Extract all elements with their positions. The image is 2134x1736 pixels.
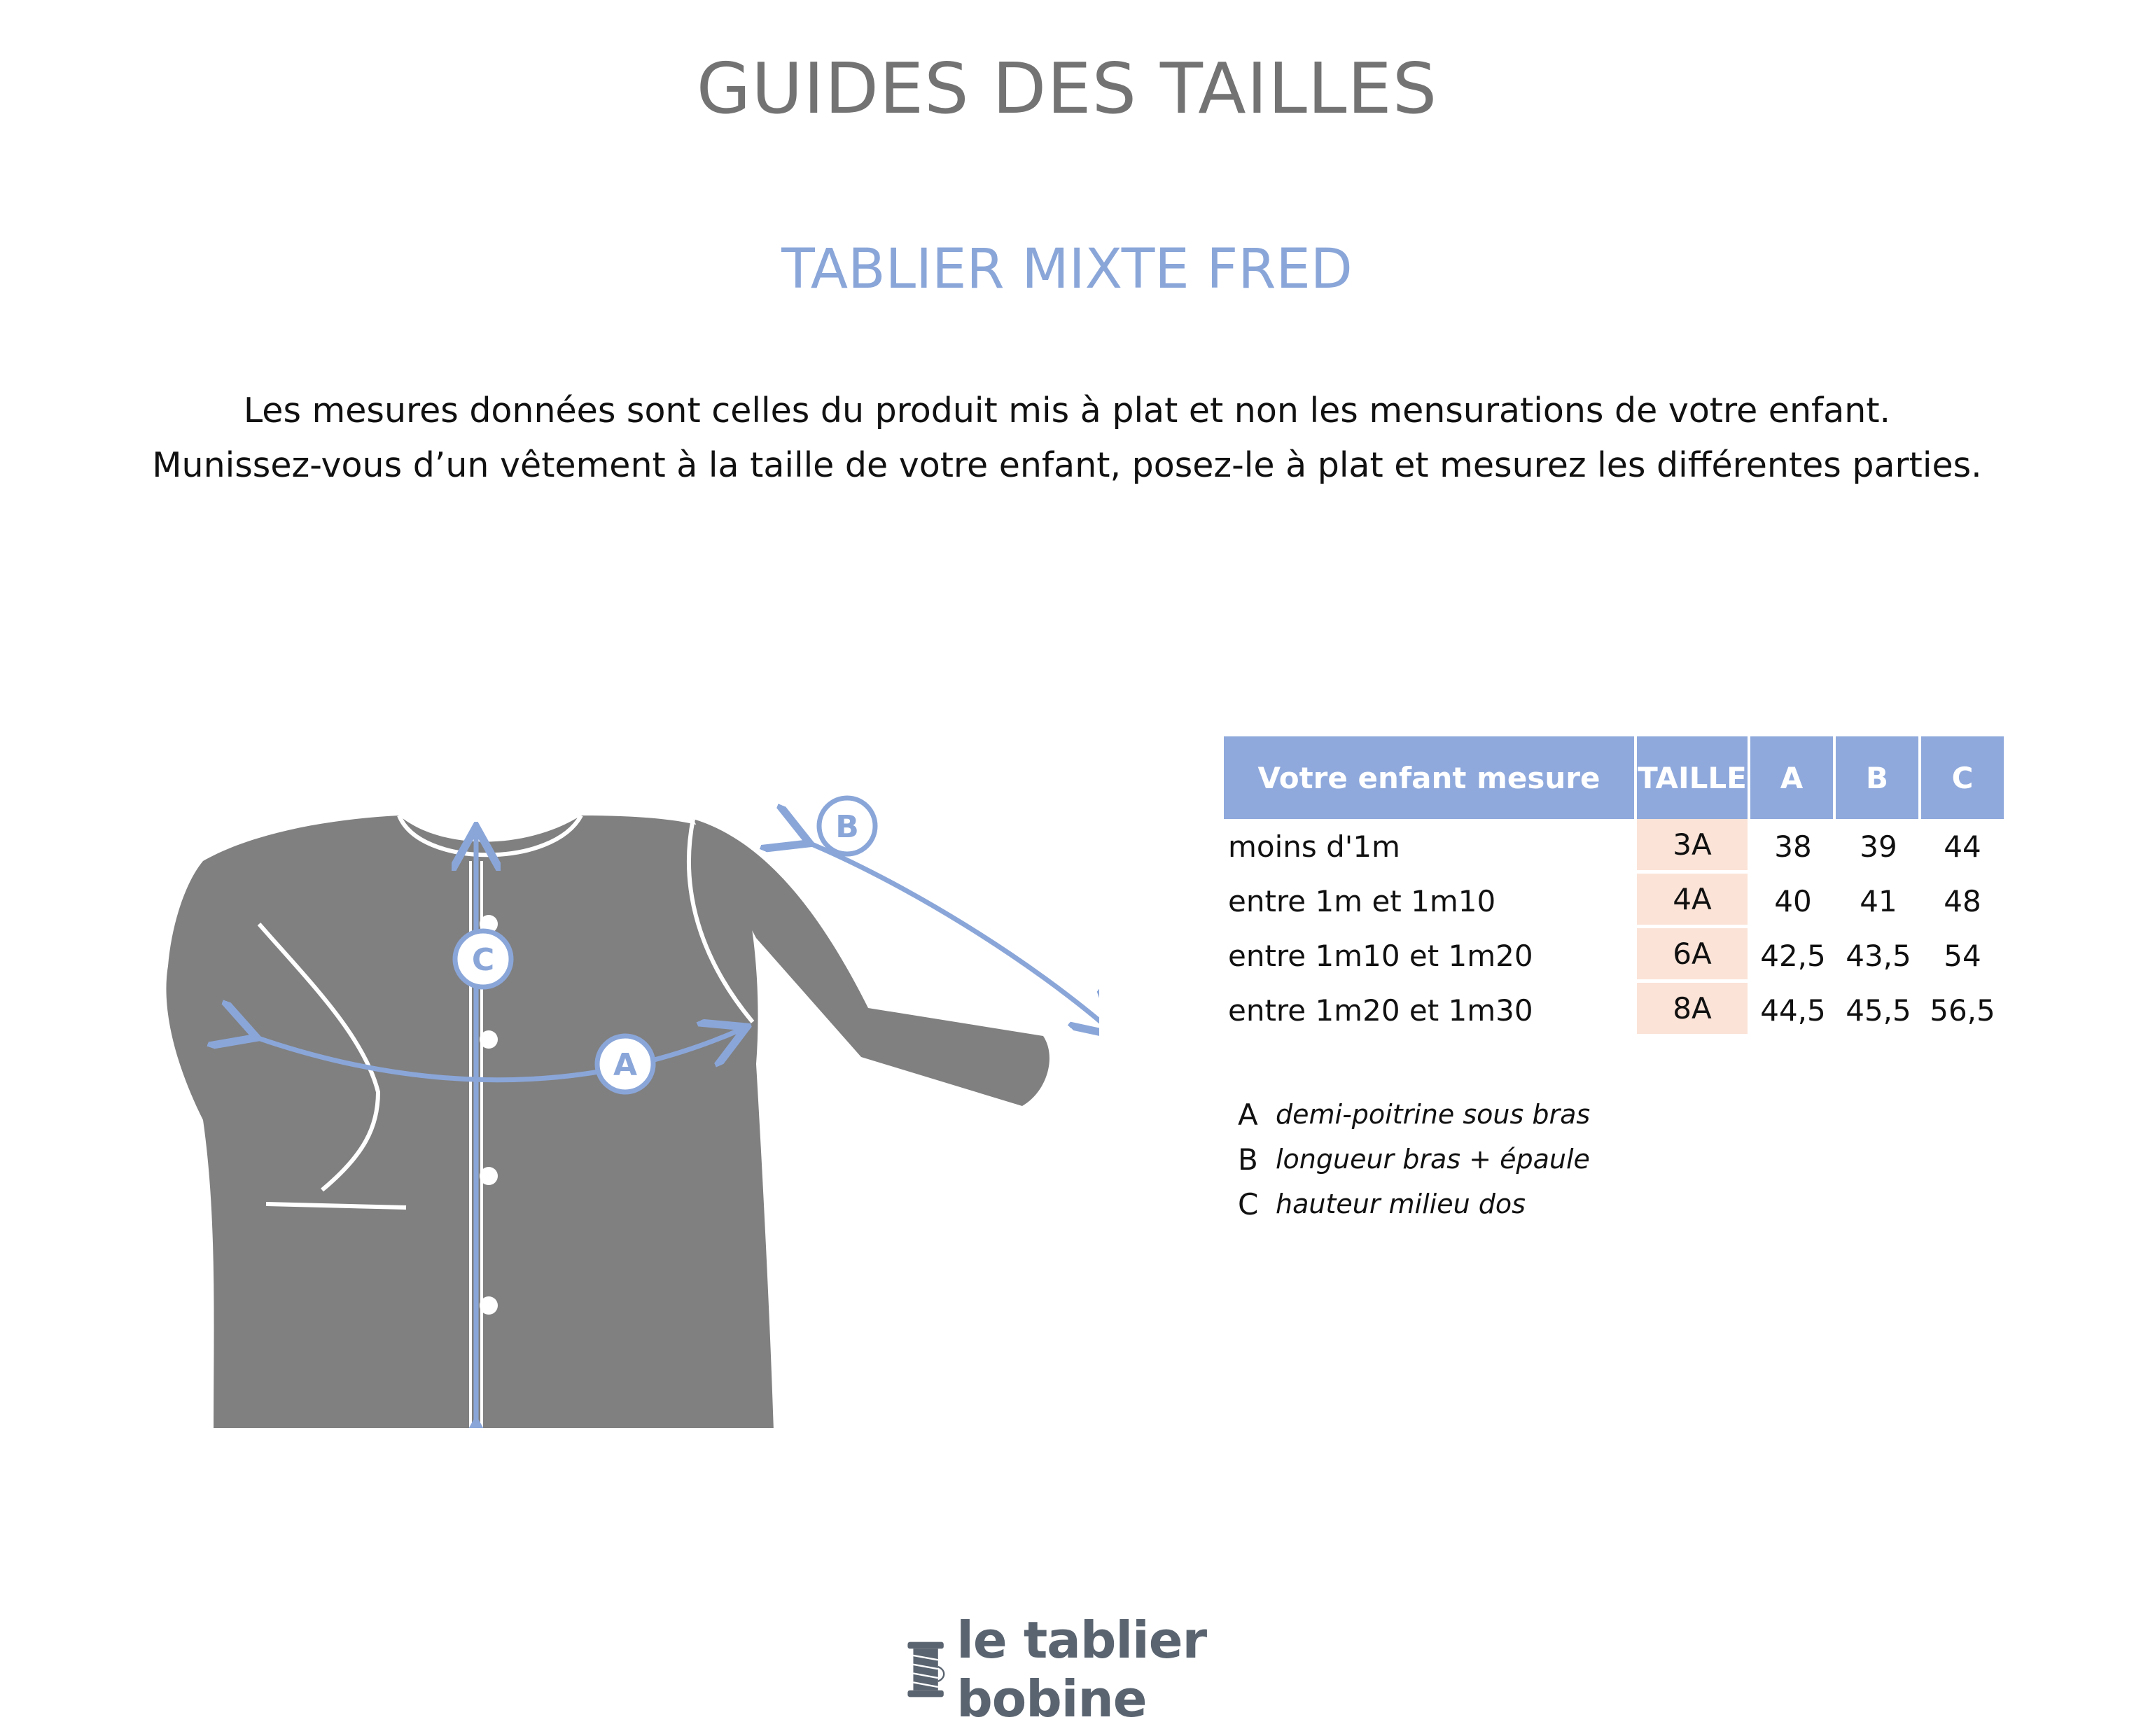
header-cell: TAILLE (1637, 736, 1750, 819)
table-cell: 4A (1637, 874, 1750, 928)
header-cell: B (1836, 736, 1921, 819)
intro-line-1: Les mesures données sont celles du produit mis à plat et non les mensurations de votre enfant. (243, 391, 1891, 430)
product-title: TABLIER MIXTE FRED (781, 238, 1353, 301)
table-cell: 41 (1860, 883, 1897, 918)
table-cell: 6A (1637, 928, 1750, 983)
table-cell: entre 1m10 et 1m20 (1228, 938, 1533, 973)
legend-text: demi-poitrine sous bras (1276, 1099, 1591, 1130)
table-row (1224, 928, 2004, 983)
brand-logo (903, 1611, 1323, 1728)
page-title: GUIDES DES TAILLES (696, 48, 1438, 130)
table-cell: moins d'1m (1228, 829, 1400, 864)
header-cell: A (1750, 736, 1836, 819)
legend-text: hauteur milieu dos (1276, 1189, 1526, 1219)
label-c: C (471, 942, 495, 978)
legend-key: C (1238, 1186, 1259, 1222)
table-header-row (1224, 736, 2004, 819)
table-cell: 54 (1944, 938, 1981, 973)
table-cell: 42,5 (1760, 938, 1826, 973)
table-cell: 43,5 (1846, 938, 1911, 973)
legend-item (1238, 1182, 1590, 1226)
garment-diagram (147, 728, 1099, 1428)
label-b: B (835, 809, 859, 845)
label-a: A (613, 1047, 638, 1083)
label-c-badge (455, 931, 511, 987)
table-row (1224, 874, 2004, 928)
brand-name: le tablier bobine (956, 1611, 1207, 1728)
header-cell: Votre enfant mesure (1224, 736, 1637, 819)
label-b-badge (819, 798, 875, 854)
table-row (1224, 819, 2004, 874)
table-cell: 44 (1944, 829, 1981, 864)
table-cell: 44,5 (1760, 993, 1826, 1028)
intro-line-2: Munissez-vous d’un vêtement à la taille de votre enfant, posez-le à plat et mesurez les différentes parties. (152, 445, 1982, 485)
legend-item (1238, 1092, 1590, 1137)
intro-text (0, 384, 2134, 493)
table-cell: entre 1m et 1m10 (1228, 883, 1496, 918)
table-cell: 48 (1944, 883, 1981, 918)
table-cell: entre 1m20 et 1m30 (1228, 993, 1533, 1028)
legend-item (1238, 1137, 1590, 1182)
legend-key: A (1238, 1097, 1258, 1132)
label-a-badge (597, 1036, 653, 1092)
table-row (1224, 983, 2004, 1037)
table-cell: 38 (1774, 829, 1812, 864)
legend-text: longueur bras + épaule (1276, 1144, 1590, 1175)
table-cell: 40 (1774, 883, 1812, 918)
header-cell: C (1921, 736, 2004, 819)
table-cell: 56,5 (1930, 993, 1995, 1028)
table-cell: 3A (1637, 819, 1750, 874)
garment-illustration (147, 728, 1099, 1428)
size-table (1224, 736, 2004, 1037)
legend-key: B (1238, 1142, 1258, 1177)
measurement-legend (1238, 1092, 1590, 1226)
table-cell: 8A (1637, 983, 1750, 1037)
table-cell: 45,5 (1846, 993, 1911, 1028)
table-cell: 39 (1860, 829, 1897, 864)
spool-icon (903, 1631, 948, 1708)
